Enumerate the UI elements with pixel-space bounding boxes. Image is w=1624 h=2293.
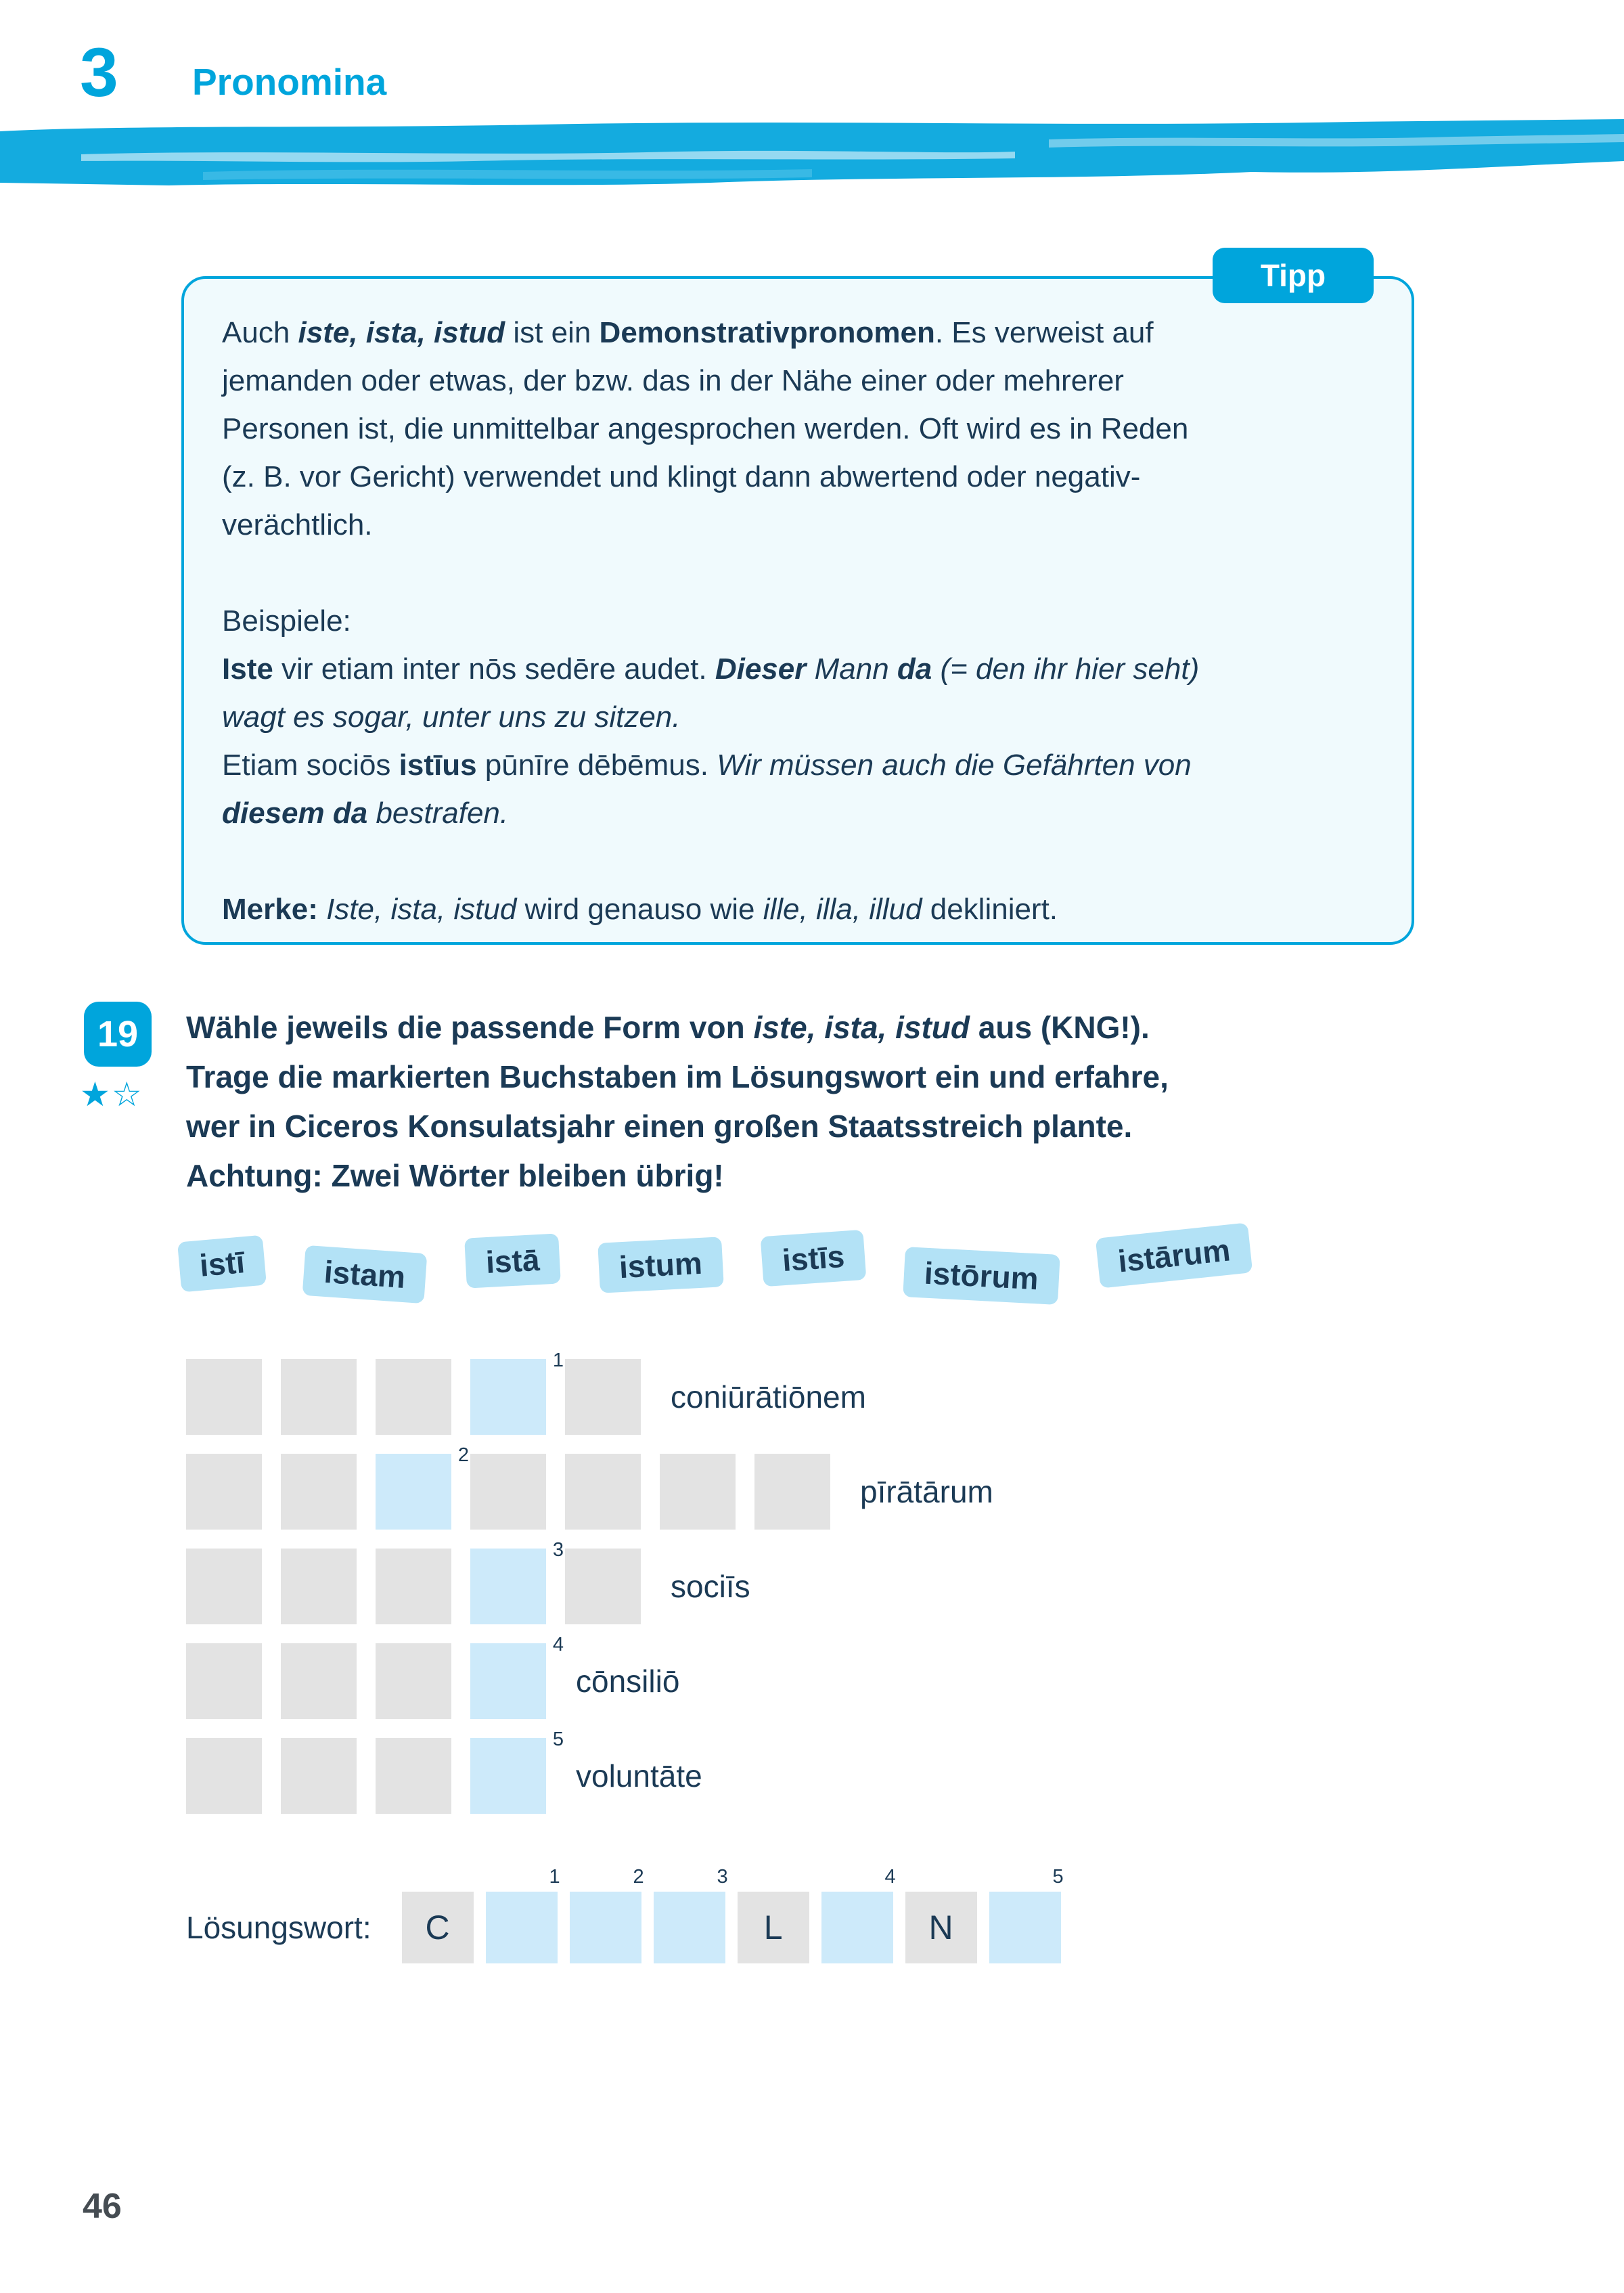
- grid-cell[interactable]: [281, 1738, 357, 1814]
- tip-tab-label: Tipp: [1213, 248, 1374, 303]
- text-segment: iste, ista, istud: [753, 1010, 970, 1045]
- cell-number: 3: [552, 1539, 564, 1561]
- cell-number: 4: [552, 1634, 564, 1655]
- text-segment: (z. B. vor Gericht) verwendet und klingt dann abwertend oder negativ-: [222, 460, 1141, 493]
- grid-cell[interactable]: [186, 1454, 262, 1530]
- box-number: 1: [549, 1866, 560, 1888]
- exercise-number-badge: 19: [84, 1002, 152, 1067]
- text-segment: dekliniert.: [922, 893, 1058, 926]
- text-segment: wer in Ciceros Konsulatsjahr einen großen Staatsstreich plante.: [186, 1109, 1133, 1144]
- text-segment: Achtung: Zwei Wörter bleiben übrig!: [186, 1158, 724, 1193]
- text-line: [186, 1003, 1169, 1052]
- grid-cell[interactable]: [565, 1359, 641, 1435]
- grid-row-label: voluntāte: [576, 1758, 702, 1794]
- grid-cell[interactable]: [281, 1549, 357, 1624]
- tip-examples-paragraph: [222, 597, 1374, 837]
- solution-letter: N: [928, 1909, 953, 1946]
- text-segment: Wähle jeweils die passende Form von: [186, 1010, 754, 1045]
- grid-cell[interactable]: [186, 1738, 262, 1814]
- grid-row: [186, 1539, 993, 1624]
- cell-number: 1: [552, 1350, 564, 1371]
- box-number: 2: [633, 1866, 644, 1888]
- grid-row-label: sociīs: [671, 1569, 750, 1604]
- text-segment: aus (KNG!).: [970, 1010, 1150, 1045]
- word-tile[interactable]: istīs: [760, 1230, 866, 1287]
- grid-cell[interactable]: [281, 1359, 357, 1435]
- solution-box[interactable]: [486, 1866, 560, 1963]
- brush-stroke-decoration: [0, 118, 1624, 190]
- text-segment: wird genauso wie: [516, 893, 763, 926]
- solution-row: [186, 1866, 1064, 1963]
- text-segment: . Es verweist auf: [934, 316, 1154, 349]
- grid-cell[interactable]: [754, 1454, 830, 1530]
- chapter-title: Pronomina: [192, 61, 387, 103]
- text-line: [222, 645, 1374, 693]
- grid-cell-highlight[interactable]: [470, 1634, 564, 1719]
- grid-row: [186, 1444, 993, 1530]
- box-number: 4: [884, 1866, 896, 1888]
- grid-cell[interactable]: [186, 1549, 262, 1624]
- exercise-instructions: [186, 1003, 1169, 1201]
- text-segment: verächtlich.: [222, 508, 373, 541]
- text-line: [186, 1052, 1169, 1102]
- word-tiles: [179, 1232, 1451, 1301]
- solution-box[interactable]: [570, 1866, 644, 1963]
- text-segment: Beispiele:: [222, 604, 351, 638]
- solution-box[interactable]: [738, 1892, 809, 1963]
- text-segment: iste, ista, istud: [298, 316, 505, 349]
- tip-box: [181, 258, 1414, 945]
- grid-cell[interactable]: [186, 1359, 262, 1435]
- grid-cell[interactable]: [470, 1454, 546, 1530]
- grid-row: [186, 1634, 993, 1719]
- grid-cell-highlight[interactable]: [376, 1444, 469, 1530]
- word-tile[interactable]: istā: [464, 1233, 561, 1288]
- solution-letter: L: [763, 1909, 783, 1946]
- grid-row-label: pīrātārum: [860, 1474, 993, 1509]
- text-segment: Mann: [806, 652, 897, 686]
- grid-cell-highlight[interactable]: [470, 1539, 564, 1624]
- text-segment: diesem da: [222, 797, 368, 830]
- word-tile[interactable]: istum: [597, 1237, 723, 1293]
- text-line: [186, 1102, 1169, 1151]
- solution-box[interactable]: [821, 1866, 896, 1963]
- grid-cell[interactable]: [565, 1454, 641, 1530]
- text-segment: ille, illa, illud: [763, 893, 922, 926]
- grid-cell-highlight[interactable]: [470, 1729, 564, 1814]
- grid-cell[interactable]: [660, 1454, 736, 1530]
- box-number: 5: [1052, 1866, 1064, 1888]
- text-line: [222, 453, 1374, 501]
- grid-cell[interactable]: [376, 1359, 451, 1435]
- text-segment: Auch: [222, 316, 298, 349]
- text-segment: da: [897, 652, 932, 686]
- solution-boxes: [402, 1866, 1064, 1963]
- page-number: 46: [83, 2187, 122, 2226]
- grid-cell[interactable]: [186, 1643, 262, 1719]
- tip-intro-paragraph: [222, 309, 1374, 549]
- text-line: [222, 693, 1374, 741]
- grid-cell[interactable]: [376, 1643, 451, 1719]
- text-line: [222, 357, 1374, 405]
- grid-cell[interactable]: [281, 1454, 357, 1530]
- difficulty-rating: [80, 1075, 143, 1114]
- text-segment: Demonstrativpronomen: [599, 316, 935, 349]
- text-segment: Merke:: [222, 893, 327, 926]
- chapter-number: 3: [80, 34, 118, 111]
- solution-label: Lösungswort:: [186, 1910, 371, 1945]
- text-line: [222, 789, 1374, 837]
- text-segment: jemanden oder etwas, der bzw. das in der Nähe einer oder mehrerer: [222, 364, 1124, 397]
- text-segment: Trage die markierten Buchstaben im Lösungswort ein und erfahre,: [186, 1059, 1169, 1094]
- text-segment: ist ein: [505, 316, 600, 349]
- text-segment: Iste: [222, 652, 273, 686]
- text-line: [222, 741, 1374, 789]
- text-segment: Iste, ista, istud: [326, 893, 517, 926]
- grid-row: [186, 1350, 993, 1435]
- text-line: [186, 1151, 1169, 1201]
- text-segment: bestrafen.: [367, 797, 509, 830]
- cell-number: 5: [552, 1729, 564, 1750]
- solution-box[interactable]: [989, 1866, 1064, 1963]
- text-segment: pūnīre dēbēmus.: [476, 749, 717, 782]
- star-outline-icon: ☆: [111, 1075, 143, 1113]
- grid-cell-highlight[interactable]: [470, 1350, 564, 1435]
- box-number: 3: [717, 1866, 728, 1888]
- grid-row-label: cōnsiliō: [576, 1664, 680, 1699]
- solution-box[interactable]: [654, 1866, 728, 1963]
- text-segment: istīus: [399, 749, 477, 782]
- tip-merke-line: [222, 885, 1374, 933]
- word-tile[interactable]: istārum: [1096, 1222, 1253, 1288]
- text-segment: Wir müssen auch die Gefährten von: [717, 749, 1192, 782]
- word-tile[interactable]: istōrum: [903, 1247, 1060, 1305]
- solution-letter: C: [425, 1909, 450, 1946]
- grid-cell[interactable]: [565, 1549, 641, 1624]
- text-segment: vir etiam inter nōs sedēre audet.: [273, 652, 715, 686]
- grid-row: [186, 1729, 993, 1814]
- text-line: [222, 309, 1374, 357]
- text-segment: Personen ist, die unmittelbar angesprochen werden. Oft wird es in Reden: [222, 412, 1189, 445]
- word-tile[interactable]: istam: [302, 1245, 428, 1304]
- tip-content: [184, 279, 1412, 933]
- solution-box[interactable]: [402, 1892, 474, 1963]
- grid-cell[interactable]: [376, 1738, 451, 1814]
- cell-number: 2: [457, 1444, 469, 1466]
- text-segment: Dieser: [715, 652, 807, 686]
- text-segment: wagt es sogar, unter uns zu sitzen.: [222, 700, 681, 734]
- grid-cell[interactable]: [376, 1549, 451, 1624]
- solution-box[interactable]: [905, 1892, 977, 1963]
- text-segment: (= den ihr hier seht): [932, 652, 1200, 686]
- grid-cell[interactable]: [281, 1643, 357, 1719]
- text-line: [222, 597, 1374, 645]
- crossword-grid: [186, 1350, 993, 1833]
- star-filled-icon: ★: [80, 1075, 112, 1113]
- text-line: [222, 405, 1374, 453]
- grid-row-label: coniūrātiōnem: [671, 1379, 866, 1415]
- text-segment: Etiam sociōs: [222, 749, 399, 782]
- word-tile[interactable]: istī: [177, 1235, 267, 1293]
- text-line: [222, 501, 1374, 549]
